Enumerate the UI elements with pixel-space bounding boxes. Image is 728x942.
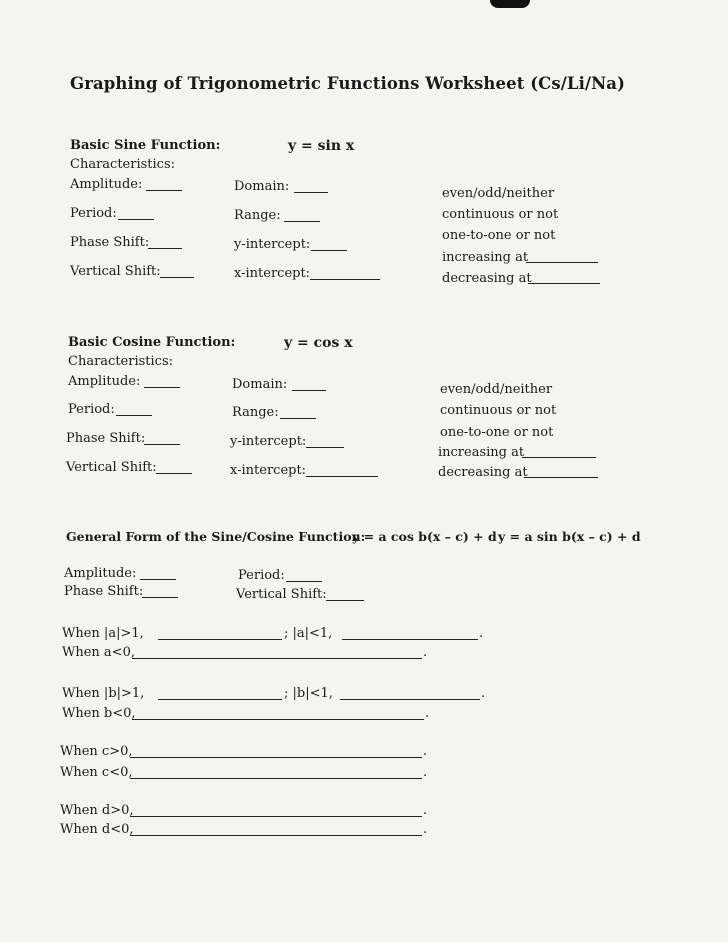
a-lt1-blank[interactable] — [342, 639, 478, 640]
cosine-vertical-shift-blank[interactable] — [156, 473, 192, 474]
cosine-equation: y = cos x — [284, 335, 353, 351]
b-lt1-blank[interactable] — [340, 699, 480, 700]
general-phase-shift-label: Phase Shift: — [64, 584, 144, 599]
sine-y-intercept-label: y-intercept: — [234, 237, 311, 252]
cosine-period-label: Period: — [68, 402, 115, 417]
b-lt0-period: . — [425, 706, 430, 721]
sine-decreasing: decreasing at — [442, 271, 532, 286]
cosine-amplitude-blank[interactable] — [144, 387, 180, 388]
cosine-decreasing: decreasing at — [438, 465, 528, 480]
sine-increasing-blank[interactable] — [526, 262, 598, 263]
cosine-y-intercept-label: y-intercept: — [230, 434, 307, 449]
cosine-increasing: increasing at — [438, 445, 525, 460]
sine-range-blank[interactable] — [284, 221, 320, 222]
sine-domain-label: Domain: — [234, 179, 290, 194]
when-d-lt0-label: When d<0, — [60, 822, 134, 837]
sine-domain-blank[interactable] — [294, 192, 328, 193]
sine-period-blank[interactable] — [118, 219, 154, 220]
cosine-range-blank[interactable] — [280, 418, 316, 419]
cosine-domain-blank[interactable] — [292, 390, 326, 391]
general-vertical-shift-blank[interactable] — [326, 600, 364, 601]
cosine-continuous: continuous or not — [440, 403, 557, 418]
general-period-blank[interactable] — [286, 581, 322, 582]
when-d-gt0-label: When d>0, — [60, 803, 134, 818]
sine-amplitude-label: Amplitude: — [70, 177, 143, 192]
when-a-gt1-label: When |a|>1, — [62, 626, 144, 641]
cosine-phase-shift-label: Phase Shift: — [66, 431, 146, 446]
page-title: Graphing of Trigonometric Functions Worksheet (Cs/Li/Na) — [70, 74, 625, 93]
sine-characteristics-label: Characteristics: — [70, 157, 175, 172]
general-cos-form: y = a cos b(x – c) + d — [352, 529, 497, 544]
general-amplitude-label: Amplitude: — [64, 566, 137, 581]
a-lt1-period: . — [479, 626, 484, 641]
b-lt1-label: ; |b|<1, — [284, 686, 333, 701]
cosine-x-intercept-label: x-intercept: — [230, 463, 307, 478]
when-c-lt0-label: When c<0, — [60, 765, 133, 780]
sine-range-label: Range: — [234, 208, 281, 223]
d-gt0-period: . — [423, 803, 428, 818]
c-gt0-blank[interactable] — [130, 757, 422, 758]
cosine-even-odd: even/odd/neither — [440, 382, 553, 397]
cosine-vertical-shift-label: Vertical Shift: — [66, 460, 157, 475]
sine-phase-shift-blank[interactable] — [148, 248, 182, 249]
cosine-y-intercept-blank[interactable] — [306, 447, 344, 448]
cosine-characteristics-label: Characteristics: — [68, 354, 173, 369]
c-lt0-blank[interactable] — [130, 778, 422, 779]
sine-equation: y = sin x — [288, 138, 355, 154]
sine-one-to-one: one-to-one or not — [442, 228, 556, 243]
d-lt0-period: . — [423, 822, 428, 837]
a-lt1-label: ; |a|<1, — [284, 626, 333, 641]
cosine-range-label: Range: — [232, 405, 279, 420]
a-lt0-period: . — [423, 645, 428, 660]
sine-x-intercept-label: x-intercept: — [234, 266, 311, 281]
general-period-label: Period: — [238, 568, 285, 583]
a-lt0-blank[interactable] — [132, 658, 422, 659]
cosine-heading: Basic Cosine Function: — [68, 335, 236, 350]
c-gt0-period: . — [423, 744, 428, 759]
when-b-gt1-label: When |b|>1, — [62, 686, 145, 701]
sine-y-intercept-blank[interactable] — [311, 250, 347, 251]
cosine-phase-shift-blank[interactable] — [144, 444, 180, 445]
scan-artifact — [490, 0, 530, 8]
general-phase-shift-blank[interactable] — [142, 597, 178, 598]
general-heading: General Form of the Sine/Cosine Function: — [66, 529, 366, 544]
cosine-one-to-one: one-to-one or not — [440, 425, 554, 440]
sine-heading: Basic Sine Function: — [70, 138, 221, 153]
cosine-domain-label: Domain: — [232, 377, 288, 392]
when-b-lt0-label: When b<0, — [62, 706, 136, 721]
cosine-period-blank[interactable] — [116, 415, 152, 416]
cosine-amplitude-label: Amplitude: — [68, 374, 141, 389]
sine-continuous: continuous or not — [442, 207, 559, 222]
when-c-gt0-label: When c>0, — [60, 744, 133, 759]
when-a-lt0-label: When a<0, — [62, 645, 135, 660]
d-gt0-blank[interactable] — [130, 816, 422, 817]
b-lt0-blank[interactable] — [132, 719, 424, 720]
sine-amplitude-blank[interactable] — [146, 190, 182, 191]
sine-period-label: Period: — [70, 206, 117, 221]
general-sin-form: y = a sin b(x – c) + d — [498, 529, 641, 544]
b-lt1-period: . — [481, 686, 486, 701]
sine-decreasing-blank[interactable] — [528, 283, 600, 284]
sine-vertical-shift-label: Vertical Shift: — [70, 264, 161, 279]
c-lt0-period: . — [423, 765, 428, 780]
sine-increasing: increasing at — [442, 250, 529, 265]
cosine-decreasing-blank[interactable] — [524, 477, 598, 478]
general-vertical-shift-label: Vertical Shift: — [236, 587, 327, 602]
cosine-x-intercept-blank[interactable] — [306, 476, 378, 477]
sine-even-odd: even/odd/neither — [442, 186, 555, 201]
d-lt0-blank[interactable] — [130, 835, 422, 836]
sine-vertical-shift-blank[interactable] — [160, 277, 194, 278]
b-gt1-blank[interactable] — [158, 699, 282, 700]
sine-phase-shift-label: Phase Shift: — [70, 235, 150, 250]
general-amplitude-blank[interactable] — [140, 579, 176, 580]
sine-x-intercept-blank[interactable] — [310, 279, 380, 280]
a-gt1-blank[interactable] — [158, 639, 282, 640]
cosine-increasing-blank[interactable] — [522, 457, 596, 458]
